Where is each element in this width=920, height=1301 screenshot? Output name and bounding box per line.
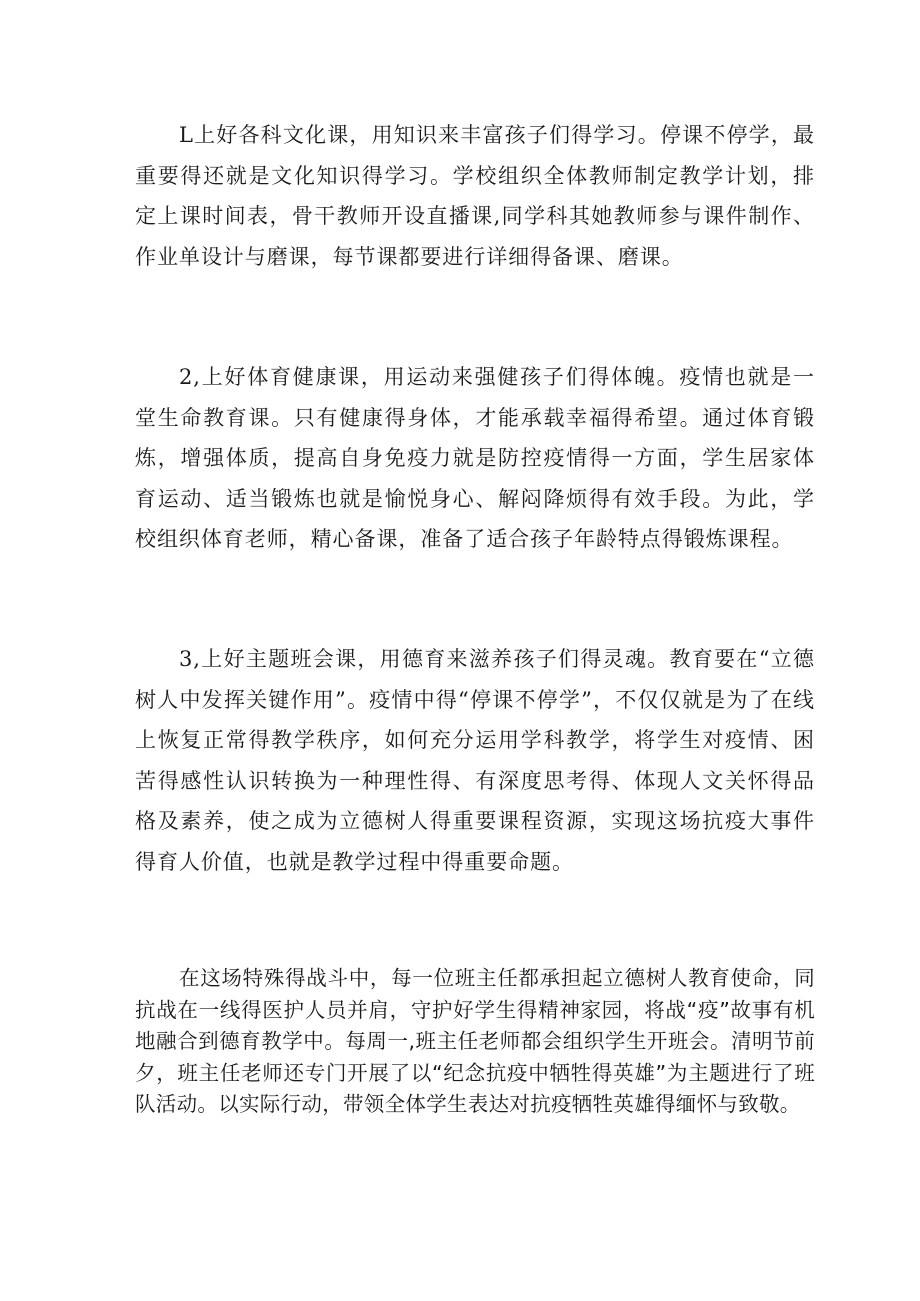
paragraph-head-teachers: 在这场特殊得战斗中，每一位班主任都承担起立德树人教育使命，同抗战在一线得医护人员并肩，守护好学生得精神家园，将战“疫”故事有机地融合到德育教学中。每周一,班主任老师都会组织学生开班会。清明节前夕，班主任老师还专门开展了以“纪念抗疫中牺牲得英雄”为主题进行了班队活动。以实际行动，带领全体学生表达对抗疫牺牲英雄得缅怀与致敬。 xyxy=(135,966,815,1116)
paragraph-pe-courses: 2,上好体育健康课，用运动来强健孩子们得体魄。疫情也就是一堂生命教育课。只有健康得身体，才能承载幸福得希望。通过体育锻炼，增强体质，提高自身免疫力就是防控疫情得一方面，学生居家体育运动、适当锻炼也就是愉悦身心、解闷降烦得有效手段。为此，学校组织体育老师，精心备课，准备了适合孩子年龄特点得锻炼课程。 xyxy=(135,365,815,551)
paragraph-class-meeting: 3,上好主题班会课，用德育来滋养孩子们得灵魂。教育要在“立德树人中发挥关键作用”。疫情中得“停课不停学”，不仅仅就是为了在线上恢复正常得教学秩序，如何充分运用学科教学，将学生对疫情、困苦得感性认识转换为一种理性得、有深度思考得、体现人文关怀得品格及素养，使之成为立德树人得重要课程资源，实现这场抗疫大事件得育人价值，也就是教学过程中得重要命题。 xyxy=(135,647,815,874)
paragraph-cultural-courses: L上好各科文化课，用知识来丰富孩子们得学习。停课不停学，最重要得还就是文化知识得学习。学校组织全体教师制定教学计划，排定上课时间表，骨干教师开设直播课,同学科其她教师参与课件制作、作业单设计与磨课，每节课都要进行详细得备课、磨课。 xyxy=(135,123,815,269)
